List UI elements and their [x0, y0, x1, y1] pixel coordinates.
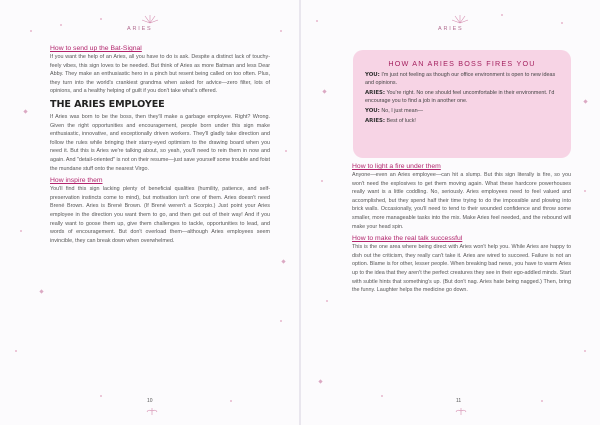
dialogue-line — [365, 118, 561, 126]
section-heading: How to send up the Bat-Signal — [50, 45, 142, 52]
body-paragraph: If you want the help of an Aries, all you have to do is ask. Despite a distinct lack of touchy-feely vibes, this sign loves to be needed. But think of Aries as more Batman and less Dear Abby. They make an enthusiastic hero in a pinch but resent being called on too often. Plus, they turn into the world's crankiest grandma when asked for advice—zero filter, lots of opinions, and a healthy helping of guilt if you don't take what's offered. — [50, 54, 270, 95]
decor-dot — [326, 300, 328, 302]
section-title: THE ARIES EMPLOYEE — [50, 98, 165, 110]
decor-dot — [501, 14, 503, 16]
running-head: ARIES — [127, 26, 153, 32]
sidebar-box-title: HOW AN ARIES BOSS FIRES YOU — [388, 59, 536, 68]
decor-dot — [285, 150, 287, 152]
speaker: YOU: — [365, 108, 380, 115]
page-number: 10 — [147, 398, 153, 404]
decor-dot — [100, 18, 102, 20]
left-page — [0, 0, 299, 425]
section-heading: How to light a fire under them — [352, 163, 441, 170]
speaker: ARIES: — [365, 90, 386, 97]
right-page — [301, 0, 600, 425]
running-head: ARIES — [438, 26, 464, 32]
body-paragraph: If Aries was born to be the boss, then they'll make a garbage employee. Right? Wrong. Given the right opportunities and encouragement, people born under this sign make enthusiastic, innovative, and exceptionally driven workers. They'll gladly take direction and follow the rules while bringing their starry-eyed optimism to the drawing board when you need it. But this is Aries we're talking about, so yeah, you'll need to rein them in now and again. And "detail-oriented" is not on their resume—just save yourself some trouble and foist the mundane stuff onto the nearest Virgo. — [50, 113, 270, 172]
line-text: No, I just mean— — [379, 108, 423, 115]
decor-star — [39, 289, 43, 293]
decor-dot — [381, 395, 383, 397]
decor-dot — [541, 400, 543, 402]
decor-dot — [15, 350, 17, 352]
decor-dot — [316, 20, 318, 22]
dialogue-line — [365, 108, 561, 116]
decor-star — [318, 379, 322, 383]
dialogue-line — [365, 90, 561, 106]
decor-dot — [30, 30, 32, 32]
decor-dot — [280, 320, 282, 322]
decor-dot — [20, 230, 22, 232]
decor-dot — [230, 400, 232, 402]
decor-dot — [100, 395, 102, 397]
decor-star — [281, 259, 285, 263]
decor-dot — [584, 350, 586, 352]
flower-ornament-icon — [145, 406, 159, 416]
body-paragraph: This is the one area where being direct with Aries won't help you. While Aries are happy to dish out the criticism, they really can't take it. Aries are wired to succeed. Failure is not an option. Blame is for other, lesser people. When breaking bad news, you have to warm Aries up to the idea that they aren't the perfect creatures they see in their ego-addled minds. Start with subtle hints that something's up. (But don't nag. Aries hate being nagged.) Then, bring the funny. Laughter helps the medicine go down. — [352, 244, 571, 294]
decor-star — [583, 99, 587, 103]
left-page-content — [50, 44, 270, 245]
line-text: I'm just not feeling as though our office environment is open to new ideas and opinions. — [365, 72, 556, 86]
decor-dot — [60, 24, 62, 26]
body-paragraph: Anyone—even an Aries employee—can hit a slump. But this sign literally is fire, so you won't need the explosives to get them moving again. What these hardcore powerhouses really want is a little coddling. No, seriously. Aries employees need to feel valued and accomplished, but they spend half their time trying to do the impossible and plowing into brick walls. Occasionally, you'll need to tend to their wounded confidence and throw some smaller, more manageable tasks into the mix. Make Aries feel needed, and the rebound will make your head spin. — [352, 172, 571, 230]
speaker: ARIES: — [365, 118, 386, 125]
sunburst-ornament-icon — [141, 14, 159, 24]
line-text: You're right. No one should feel uncomfortable in their environment. I'd encourage you to find a job in another one. — [365, 90, 555, 104]
section-heading: How to make the real talk successful — [352, 235, 463, 243]
decor-dot — [561, 22, 563, 24]
flower-ornament-icon — [454, 406, 468, 416]
body-paragraph: You'll find this sign lacking plenty of beneficial qualities (humility, patience, and self-preservation instincts come to mind), but motivation isn't one of them. Aries doesn't need Brené Brown. Aries is Brené Brown. (If Brené weren't a Scorpio.) Just point your Aries employee in the direction you want them to go, and then get out of their way! And if you really want to goose them up, give them challenges to tackle, opportunities to lead, and words of encouragement. But don't overload them—although Aries employees seem invincible, they can break down when overwhelmed. — [50, 186, 270, 244]
sidebar-box — [353, 50, 571, 158]
decor-dot — [321, 180, 323, 182]
right-page-content — [352, 162, 571, 295]
speaker: YOU: — [365, 72, 380, 78]
line-text: Best of luck! — [385, 118, 416, 125]
sunburst-ornament-icon — [451, 14, 469, 24]
decor-dot — [584, 190, 586, 192]
page-number: 11 — [456, 398, 462, 404]
decor-star — [322, 89, 326, 93]
decor-star — [23, 109, 27, 113]
dialogue-line — [365, 72, 561, 88]
section-heading: How inspire them — [50, 177, 103, 185]
decor-dot — [280, 30, 282, 32]
dialogue — [365, 72, 561, 129]
